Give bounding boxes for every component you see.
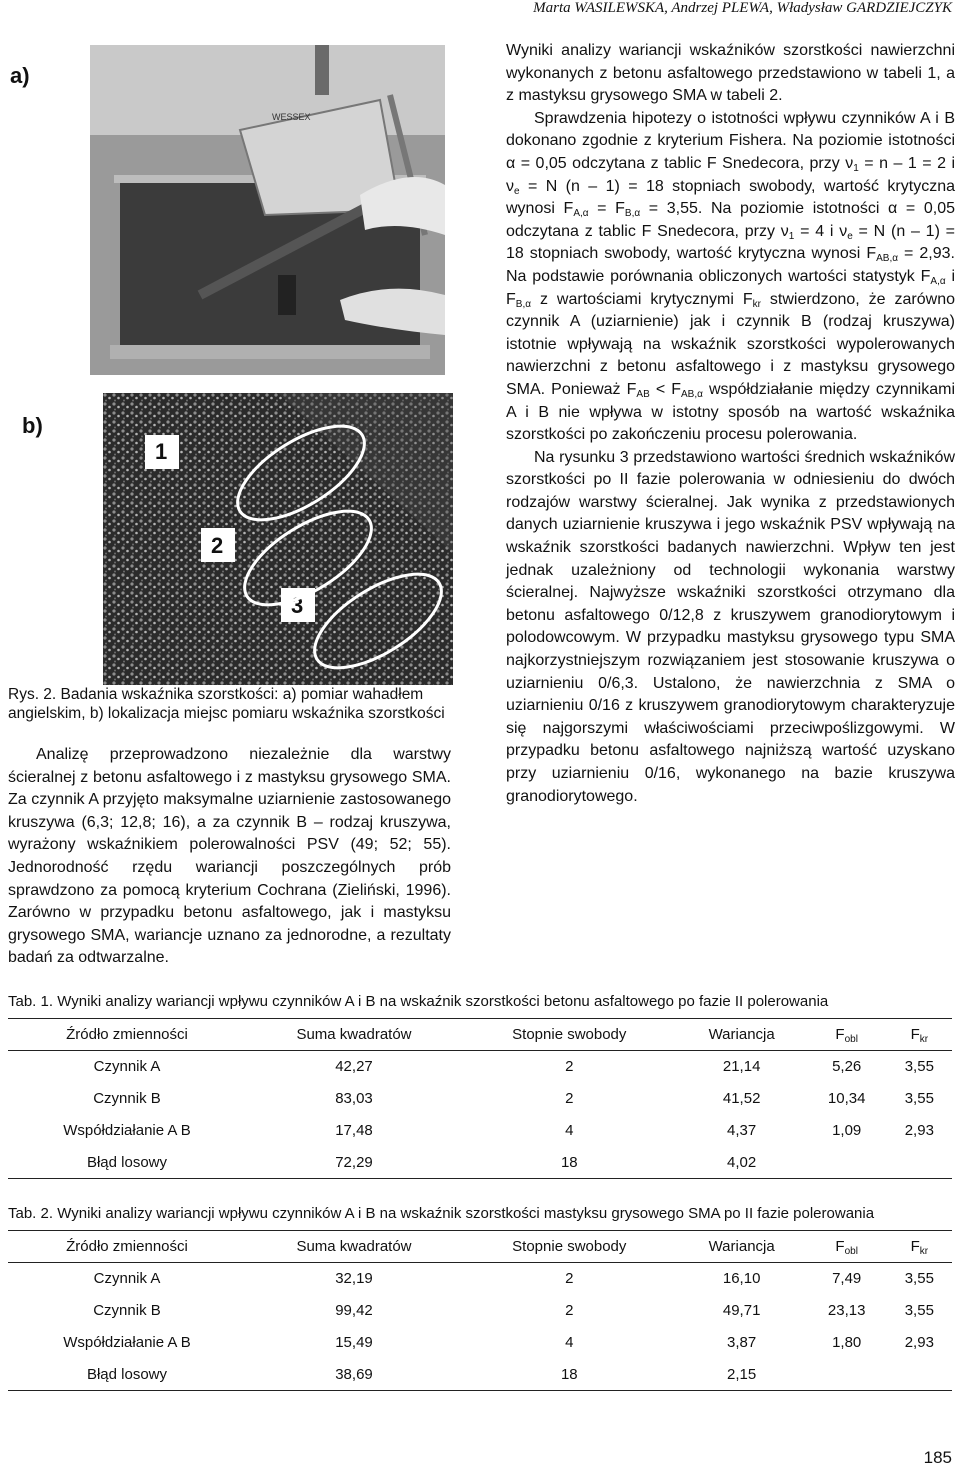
header-variance: Wariancja: [708, 1026, 775, 1043]
table-row: [8, 1359, 952, 1391]
header-sum-squares: Suma kwadratów: [296, 1026, 412, 1043]
table-header-row: [8, 1231, 952, 1263]
header-variance: Wariancja: [708, 1238, 775, 1255]
table-cell: 3,87: [727, 1334, 757, 1351]
header-degrees-freedom: Stopnie swobody: [512, 1238, 627, 1255]
table-cell: 18: [560, 1365, 578, 1383]
left-paragraph-1: Analizę przeprowadzono niezależnie dla warstwy ścieralnej z betonu asfaltowego i z mastyksu grysowego SMA. Za czynnik A przyjęto maksymalne uziarnienie zastosowanego kruszywa (6,3; 12,8; 16), a za czynnik B – rodzaj kruszywa, wyrażony wskaźnikiem polerowalności PSV (49; 52; 55). Jednorodność rzędu wariancji poszczególnych prób sprawdzono za pomocą kryterium Cochrana (Zieliński, 1996). Zarówno w przypadku betonu asfaltowego, jak i mastyksu grysowego SMA, wariancje uznano za jednorodne, a rezultaty badań za odtwarzalne.: [8, 746, 451, 967]
table-cell: Współdziałanie A B: [63, 1334, 191, 1351]
table-cell: [807, 1359, 887, 1391]
table-row: [8, 1083, 952, 1115]
table-cell: Czynnik A: [93, 1058, 161, 1076]
table-cell: 16,10: [722, 1270, 761, 1288]
left-column: [8, 744, 451, 970]
table-cell: 49,71: [722, 1302, 761, 1319]
table-cell: 3,55: [904, 1302, 934, 1319]
table-cell: 99,42: [335, 1302, 373, 1319]
table-cell: 2,15: [727, 1365, 757, 1383]
table-cell: Czynnik B: [93, 1090, 161, 1107]
table-cell: 83,03: [335, 1090, 373, 1107]
table-cell: 1,80: [832, 1334, 862, 1351]
pendulum-test-photo: [90, 45, 445, 375]
page-number: 185: [923, 1448, 952, 1467]
table-cell: [887, 1359, 952, 1391]
header-f-kr: $F_{kr}$: [910, 1026, 929, 1045]
table-cell: 10,34: [827, 1090, 866, 1107]
header-f-obl: $F_{obl}$: [835, 1026, 858, 1045]
header-f-obl: $F_{obl}$: [835, 1238, 858, 1257]
right-paragraph-1: Wyniki analizy wariancji wskaźników szorstkości nawierzchni wykonanych z betonu asfaltowego przedstawiono w tabeli 1, a z mastyksu grysowego SMA w tabeli 2.: [506, 42, 955, 105]
table-cell: Błąd losowy: [86, 1153, 168, 1171]
table-row: [8, 1051, 952, 1083]
table-cell: Błąd losowy: [86, 1365, 168, 1383]
table-cell: 42,27: [335, 1058, 373, 1076]
table-cell: Czynnik B: [93, 1302, 161, 1319]
table-cell: [807, 1147, 887, 1179]
table-cell: 18: [560, 1153, 578, 1171]
running-header: Marta WASILEWSKA, Andrzej PLEWA, Władysław GARDZIEJCZYK: [533, 0, 952, 16]
surface-sample-illustration: [103, 393, 453, 685]
table-2-title: Tab. 2. Wyniki analizy wariancji wpływu czynników A i B na wskaźnik szorstkości mastyksu grysowego SMA po II fazie polerowania: [8, 1205, 875, 1222]
table-cell: 3,55: [904, 1058, 934, 1076]
table-cell: 21,14: [722, 1058, 761, 1076]
table-cell: 38,69: [335, 1365, 373, 1383]
table-cell: 2: [565, 1270, 574, 1288]
table-1: [8, 1018, 952, 1179]
table-row: [8, 1147, 952, 1179]
marker-1: 1: [155, 439, 168, 464]
wessex-text: WESSEX: [272, 112, 311, 122]
table-header-row: [8, 1019, 952, 1051]
table-cell: 17,48: [335, 1122, 373, 1139]
table-cell: Czynnik A: [93, 1270, 161, 1288]
right-paragraph-2: Sprawdzenia hipotezy o istotności wpływu czynników A i B dokonano zgodnie z kryterium Fishera. Na poziomie istotności α = 0,05 odczytana z tablic F Snedecora, przy $\nu_1 = n - 1 = 2$ i $\nu_e = N$ (n – 1) = 18 stopniach swobody, wartość krytyczna wynosi $F_{A,\alpha} = F_{B,\alpha} = 3,55$. Na poziomie istotności α = 0,05 odczytana z tablic F Snedecora, przy $\nu_1 = 4$ i $\nu_e = N$ (n – 1) = 18 stopniach swobody, wartość krytyczna wynosi $F_{AB,\alpha} = 2,93$. Na podstawie porównania obliczonych wartości statystyk $F_{A,\alpha}$ i $F_{B,\alpha}$ z wartościami krytycznymi $F_{kr}$ stwierdzono, że zarówno czynnik A (uziarnienie) jak i czynnik B (rodzaj kruszywa) istotnie wpływają na wskaźnik szorstkości wypolerowanych nawierzchni z betonu asfaltowego i z mastyksu grysowego SMA. Ponieważ $F_{AB} < F_{AB,\alpha}$ współdziałanie między czynnikami A i B nie wpływa w istotny sposób na wartość wskaźnika szorstkości po zakończeniu procesu polerowania.: [506, 109, 956, 444]
table-cell: 2: [565, 1058, 574, 1076]
table-row: [8, 1115, 952, 1147]
table-1-title: Tab. 1. Wyniki analizy wariancji wpływu czynników A i B na wskaźnik szorstkości betonu asfaltowego po fazie II polerowania: [8, 993, 829, 1010]
right-paragraph-3: Na rysunku 3 przedstawiono wartości średnich wskaźników szorstkości po II fazie polerowania w odniesieniu do dwóch rodzajów warstwy ścieralnej. Jak wynika z przedstawionych danych uziarnienie kruszywa i jego wskaźnik PSV wpływają na wskaźnik szorstkości badanych nawierzchni. Wpływ ten jest jednak uzależniony od technologii wykonania warstwy ścieralnej. Najwyższe wskaźniki szorstkości otrzymano dla betonu asfaltowego 0/12,8 z kruszywem granodiorytowym i polodowcowym. W przypadku mastyksu grysowego typu SMA najkorzystniejszym rozwiązaniem jest stosowanie kruszywa o uziarnieniu 0/6,3. Ustalono, że nawierzchnia z SMA o uziarnieniu 0/16 z kruszywem granodiorytowym charakteryzuje się najgorszymi właściwościami przeciwpoślizgowymi. W przypadku betonu asfaltowego najniższą wartość uzyskano przy uziarnieniu 0/16, wykonanego na bazie kruszywa granodiorytowego.: [506, 448, 955, 805]
table-cell: 2: [565, 1090, 574, 1107]
table-cell: 1,09: [832, 1122, 862, 1139]
table-cell: Współdziałanie A B: [63, 1122, 191, 1139]
table-cell: 2,93: [904, 1334, 934, 1351]
header-source: Źródło zmienności: [66, 1238, 188, 1255]
header-source: Źródło zmienności: [66, 1026, 188, 1043]
figure-caption: Rys. 2. Badania wskaźnika szorstkości: a) pomiar wahadłem angielskim, b) lokalizacja miejsc pomiaru wskaźnika szorstkości: [8, 686, 445, 722]
table-row: [8, 1327, 952, 1359]
figure-2: [8, 45, 453, 685]
table-cell: 2: [565, 1302, 574, 1319]
table-cell: 41,52: [722, 1090, 761, 1107]
table-cell: 5,26: [832, 1058, 862, 1076]
pendulum-test-illustration: [90, 45, 445, 375]
table-cell: 72,29: [335, 1153, 373, 1171]
table-cell: 3,55: [904, 1090, 934, 1107]
table-cell: 4,02: [727, 1153, 757, 1171]
table-2: [8, 1230, 952, 1391]
marker-2: 2: [211, 533, 224, 558]
table-cell: 7,49: [832, 1270, 862, 1288]
surface-sample-photo: [103, 393, 453, 685]
header-degrees-freedom: Stopnie swobody: [512, 1026, 627, 1043]
marker-3: 3: [291, 593, 304, 618]
header-f-kr: $F_{kr}$: [910, 1238, 929, 1257]
table-cell: 4: [565, 1334, 574, 1351]
table-row: [8, 1295, 952, 1327]
table-row: [8, 1263, 952, 1295]
figure-label-b: b): [22, 413, 43, 438]
table-cell: 23,13: [827, 1302, 866, 1319]
table-cell: 15,49: [335, 1334, 373, 1351]
table-cell: [887, 1147, 952, 1179]
table-cell: 2,93: [904, 1122, 934, 1139]
table-cell: 32,19: [335, 1270, 373, 1288]
table-cell: 3,55: [904, 1270, 934, 1288]
table-cell: 4: [565, 1122, 574, 1139]
figure-label-a: a): [10, 63, 30, 88]
table-cell: 4,37: [727, 1122, 757, 1139]
right-column: [506, 40, 955, 808]
header-sum-squares: Suma kwadratów: [296, 1238, 412, 1255]
